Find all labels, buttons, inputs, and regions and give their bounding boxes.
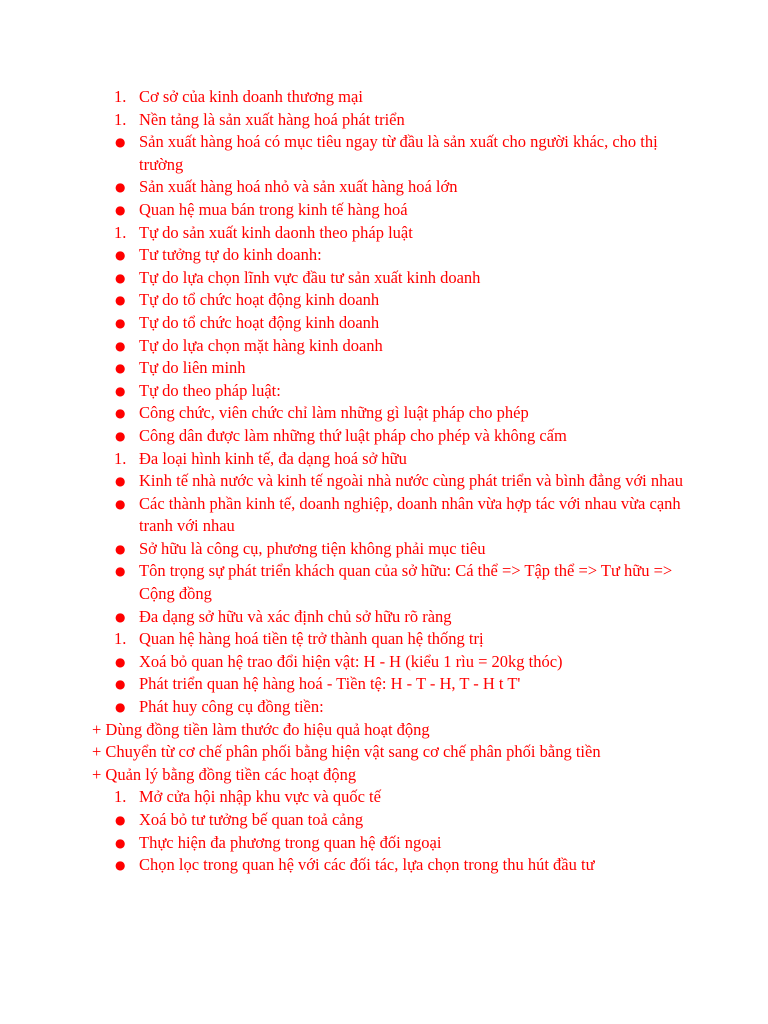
numbered-heading: [92, 786, 692, 809]
numbered-heading: [92, 109, 692, 132]
bullet-item: [92, 312, 692, 335]
bullet-item: [92, 289, 692, 312]
bullet-item: [92, 402, 692, 425]
line-text: Tự do liên minh: [139, 358, 246, 378]
bullet-marker: ●: [115, 338, 126, 353]
line-text: Các thành phần kinh tế, doanh nghiệp, doanh nhân vừa hợp tác với nhau vừa cạnh tranh với nhau: [139, 493, 681, 536]
line-text: Tự do tổ chức hoạt động kinh doanh: [139, 312, 380, 332]
line-text: Nền tảng là sản xuất hàng hoá phát triển: [139, 109, 405, 129]
bullet-item: [92, 131, 692, 176]
line-text: Tự do theo pháp luật:: [139, 380, 281, 400]
bullet-item: [92, 493, 692, 538]
bullet-marker: ●: [115, 813, 126, 827]
bullet-marker: ●: [115, 609, 126, 624]
line-text: Sở hữu là công cụ, phương tiện không phải mục tiêu: [139, 538, 486, 558]
line-text: + Dùng đồng tiền làm thước đo hiệu quả hoạt động: [92, 719, 430, 739]
bullet-item: [92, 176, 692, 199]
bullet-item: [92, 538, 692, 561]
line-text: Mở cửa hội nhập khu vực và quốc tế: [139, 787, 381, 807]
bullet-item: [92, 560, 692, 605]
bullet-item: [92, 673, 692, 696]
list-number: 1.: [114, 629, 127, 649]
line-text: Đa loại hình kinh tế, đa dạng hoá sở hữu: [139, 448, 407, 468]
bullet-item: [92, 832, 692, 855]
bullet-item: [92, 606, 692, 629]
line-text: Quan hệ hàng hoá tiền tệ trở thành quan hệ thống trị: [139, 629, 484, 649]
line-text: Tự do lựa chọn lĩnh vực đầu tư sản xuất kinh doanh: [139, 267, 481, 287]
bullet-marker: ●: [115, 428, 126, 443]
line-text: Công dân được làm những thứ luật pháp cho phép và không cấm: [139, 425, 567, 445]
list-number: 1.: [114, 109, 127, 129]
line-text: Xoá bỏ tư tưởng bế quan toả cảng: [139, 810, 364, 829]
bullet-item: [92, 380, 692, 403]
line-text: Phát huy công cụ đồng tiền:: [139, 697, 324, 717]
plus-item: [92, 741, 692, 764]
list-number: 1.: [114, 222, 127, 242]
bullet-marker: ●: [115, 835, 126, 850]
bullet-item: [92, 651, 692, 674]
bullet-marker: ●: [115, 270, 126, 285]
line-text: Thực hiện đa phương trong quan hệ đối ngoại: [139, 832, 442, 852]
line-text: Tự do sản xuất kinh daonh theo pháp luật: [139, 222, 413, 242]
line-text: Xoá bỏ quan hệ trao đổi hiện vật: H - H (kiểu 1 rìu = 20kg thóc): [139, 651, 563, 671]
bullet-item: [92, 809, 692, 832]
numbered-heading: [92, 86, 692, 109]
line-text: Sản xuất hàng hoá nhỏ và sản xuất hàng hoá lớn: [139, 177, 458, 197]
bullet-item: [92, 244, 692, 267]
bullet-marker: ●: [115, 248, 126, 263]
line-text: Tôn trọng sự phát triển khách quan của sở hữu: Cá thể => Tập thể => Tư hữu => Cộng đồng: [139, 561, 673, 604]
bullet-marker: ●: [115, 654, 126, 669]
line-text: + Quản lý bằng đồng tiền các hoạt động: [92, 764, 357, 784]
bullet-item: [92, 357, 692, 380]
list-number: 1.: [114, 448, 127, 468]
bullet-marker: ●: [115, 383, 126, 398]
bullet-marker: ●: [115, 496, 126, 511]
bullet-marker: ●: [115, 858, 126, 873]
line-text: Tự do lựa chọn mặt hàng kinh doanh: [139, 335, 383, 355]
line-text: Kinh tế nhà nước và kinh tế ngoài nhà nước cùng phát triển và bình đẳng với nhau: [139, 471, 683, 491]
bullet-marker: ●: [115, 541, 126, 556]
plus-item: [92, 764, 692, 787]
line-text: Tự do tổ chức hoạt động kinh doanh: [139, 290, 380, 310]
bullet-item: [92, 267, 692, 290]
list-number: 1.: [114, 787, 127, 807]
numbered-heading: [92, 628, 692, 651]
line-text: Quan hệ mua bán trong kinh tế hàng hoá: [139, 199, 408, 219]
bullet-marker: ●: [115, 700, 126, 715]
list-number: 1.: [114, 87, 127, 106]
bullet-item: [92, 854, 692, 877]
bullet-marker: ●: [115, 564, 126, 579]
numbered-heading: [92, 448, 692, 471]
bullet-item: [92, 199, 692, 222]
bullet-marker: ●: [115, 202, 126, 217]
bullet-marker: ●: [115, 135, 126, 150]
bullet-marker: ●: [115, 361, 126, 376]
line-text: Đa dạng sở hữu và xác định chủ sở hữu rõ ràng: [139, 606, 452, 626]
line-text: Sản xuất hàng hoá có mục tiêu ngay từ đầu là sản xuất cho người khác, cho thị trường: [139, 132, 658, 174]
bullet-item: [92, 425, 692, 448]
plus-item: [92, 719, 692, 742]
bullet-marker: ●: [115, 406, 126, 421]
document-body: [92, 86, 692, 877]
line-text: Phát triển quan hệ hàng hoá - Tiền tệ: H - T - H, T - H t T': [139, 674, 521, 694]
line-text: Tư tưởng tự do kinh doanh:: [139, 245, 322, 265]
line-text: Chọn lọc trong quan hệ với các đối tác, lựa chọn trong thu hút đầu tư: [139, 855, 595, 875]
bullet-marker: ●: [115, 315, 126, 330]
bullet-item: [92, 696, 692, 719]
line-text: Cơ sở của kinh doanh thương mại: [139, 87, 363, 106]
bullet-marker: ●: [115, 180, 126, 195]
bullet-item: [92, 470, 692, 493]
numbered-heading: [92, 222, 692, 245]
bullet-marker: ●: [115, 474, 126, 489]
line-text: Công chức, viên chức chỉ làm những gì luật pháp cho phép: [139, 403, 529, 423]
bullet-marker: ●: [115, 677, 126, 692]
bullet-marker: ●: [115, 293, 126, 308]
bullet-item: [92, 335, 692, 358]
line-text: + Chuyển từ cơ chế phân phối bằng hiện vật sang cơ chế phân phối bằng tiền: [92, 742, 601, 762]
